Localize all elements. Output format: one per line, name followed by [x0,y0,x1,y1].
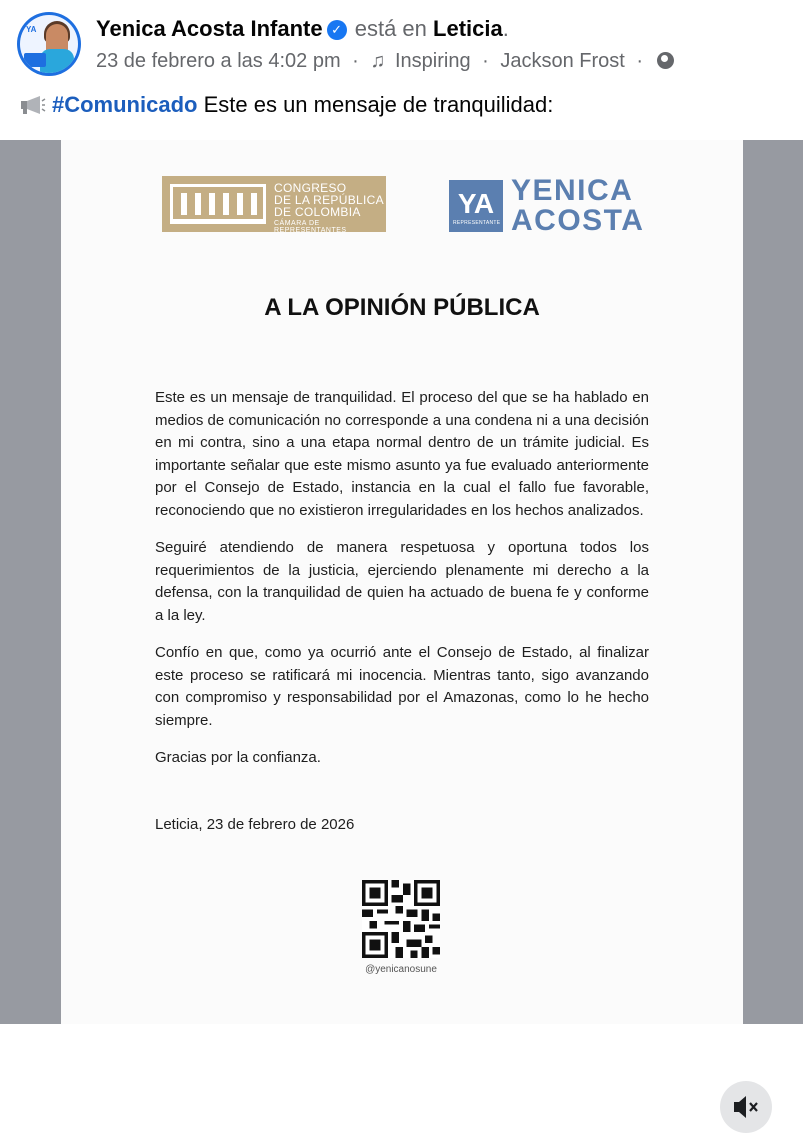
post-media[interactable] [0,140,803,1024]
location-prefix: está en [354,16,427,41]
campaign-logo [449,176,669,236]
document-paragraph: Gracias por la confianza. [155,749,321,766]
congreso-line: DE LA REPÚBLICA [274,193,384,207]
congreso-line: DE COLOMBIA [274,205,361,219]
meta-separator: · [636,50,644,72]
pillar [195,193,201,215]
document-paragraph: Este es un mensaje de tranquilidad. El proceso del que se ha hablado en medios de comunicación no corresponde a una condena ni a una decisión en mi contra, sino a una etapa normal dentro de un trámite judicial. Es importante señalar que este mismo asunto ya fue evaluado anteriormente por el Consejo de Estado, instancia en la cual el fallo fue favorable, reconociendo que no existieron irregularidades en los hechos analizados. [155,389,649,519]
statement-document [61,140,743,1024]
globe-icon [657,52,674,69]
congreso-line: CONGRESO [274,181,347,195]
congreso-logo-text [274,182,384,218]
pillar [181,193,187,215]
pillar [251,193,257,215]
capitol-building-icon [170,184,266,224]
author-name[interactable]: Yenica Acosta Infante [96,16,323,41]
audio-title[interactable]: Inspiring [394,50,471,72]
verified-check-icon: ✓ [327,20,347,40]
campaign-mark-sub: REPRESENTANTE [453,220,501,226]
campaign-mark: YA [449,180,503,232]
campaign-name-line: YENICA [511,174,634,207]
post-caption [20,92,553,118]
document-paragraph: Confío en que, como ya ocurrió ante el Consejo de Estado, al finalizar este proceso se ratificará mi inocencia. Mientras tanto, sigo avanzando con compromiso y responsabilidad por el Amazonas, como lo he hecho siempre. [155,644,649,729]
mute-button[interactable] [720,1081,772,1133]
pillar [223,193,229,215]
pillar [209,193,215,215]
campaign-name [511,176,644,236]
post-meta [96,50,674,73]
avatar[interactable] [17,12,81,76]
campaign-name-line: ACOSTA [511,204,645,237]
post-date[interactable]: 23 de febrero a las 4:02 pm [96,50,341,72]
avatar-tag [24,53,46,67]
post-header [0,0,803,140]
audio-artist[interactable]: Jackson Frost [500,50,625,72]
avatar-photo [20,15,78,73]
location-link[interactable]: Leticia [433,16,503,41]
megaphone-icon [20,95,46,115]
pillar [237,193,243,215]
congreso-chamber: CÁMARA DE REPRESENTANTES [274,220,347,234]
congreso-logo [162,176,386,232]
meta-separator: · [482,50,489,72]
location-suffix: . [502,16,509,41]
qr-handle: @yenicanosune [365,964,437,975]
speaker-muted-icon [720,1081,772,1133]
avatar-badge: YA [26,25,37,34]
qr-code [362,880,440,958]
document-body [155,387,649,785]
document-paragraph: Seguiré atendiendo de manera respetuosa y oportuna todos los requerimientos de la justicia, ejerciendo plenamente mi derecho a la defensa, con la tranquilidad de quien ha actuado de buena fe y conforme a la ley. [155,539,649,624]
hashtag-link[interactable]: #Comunicado [52,92,198,117]
author-line [96,16,509,42]
document-place-date: Leticia, 23 de febrero de 2026 [155,816,355,833]
caption-text: Este es un mensaje de tranquilidad: [203,92,554,117]
music-note-icon: ♫ [370,50,386,72]
meta-separator: · [352,50,359,72]
document-title: A LA OPINIÓN PÚBLICA [264,294,540,321]
